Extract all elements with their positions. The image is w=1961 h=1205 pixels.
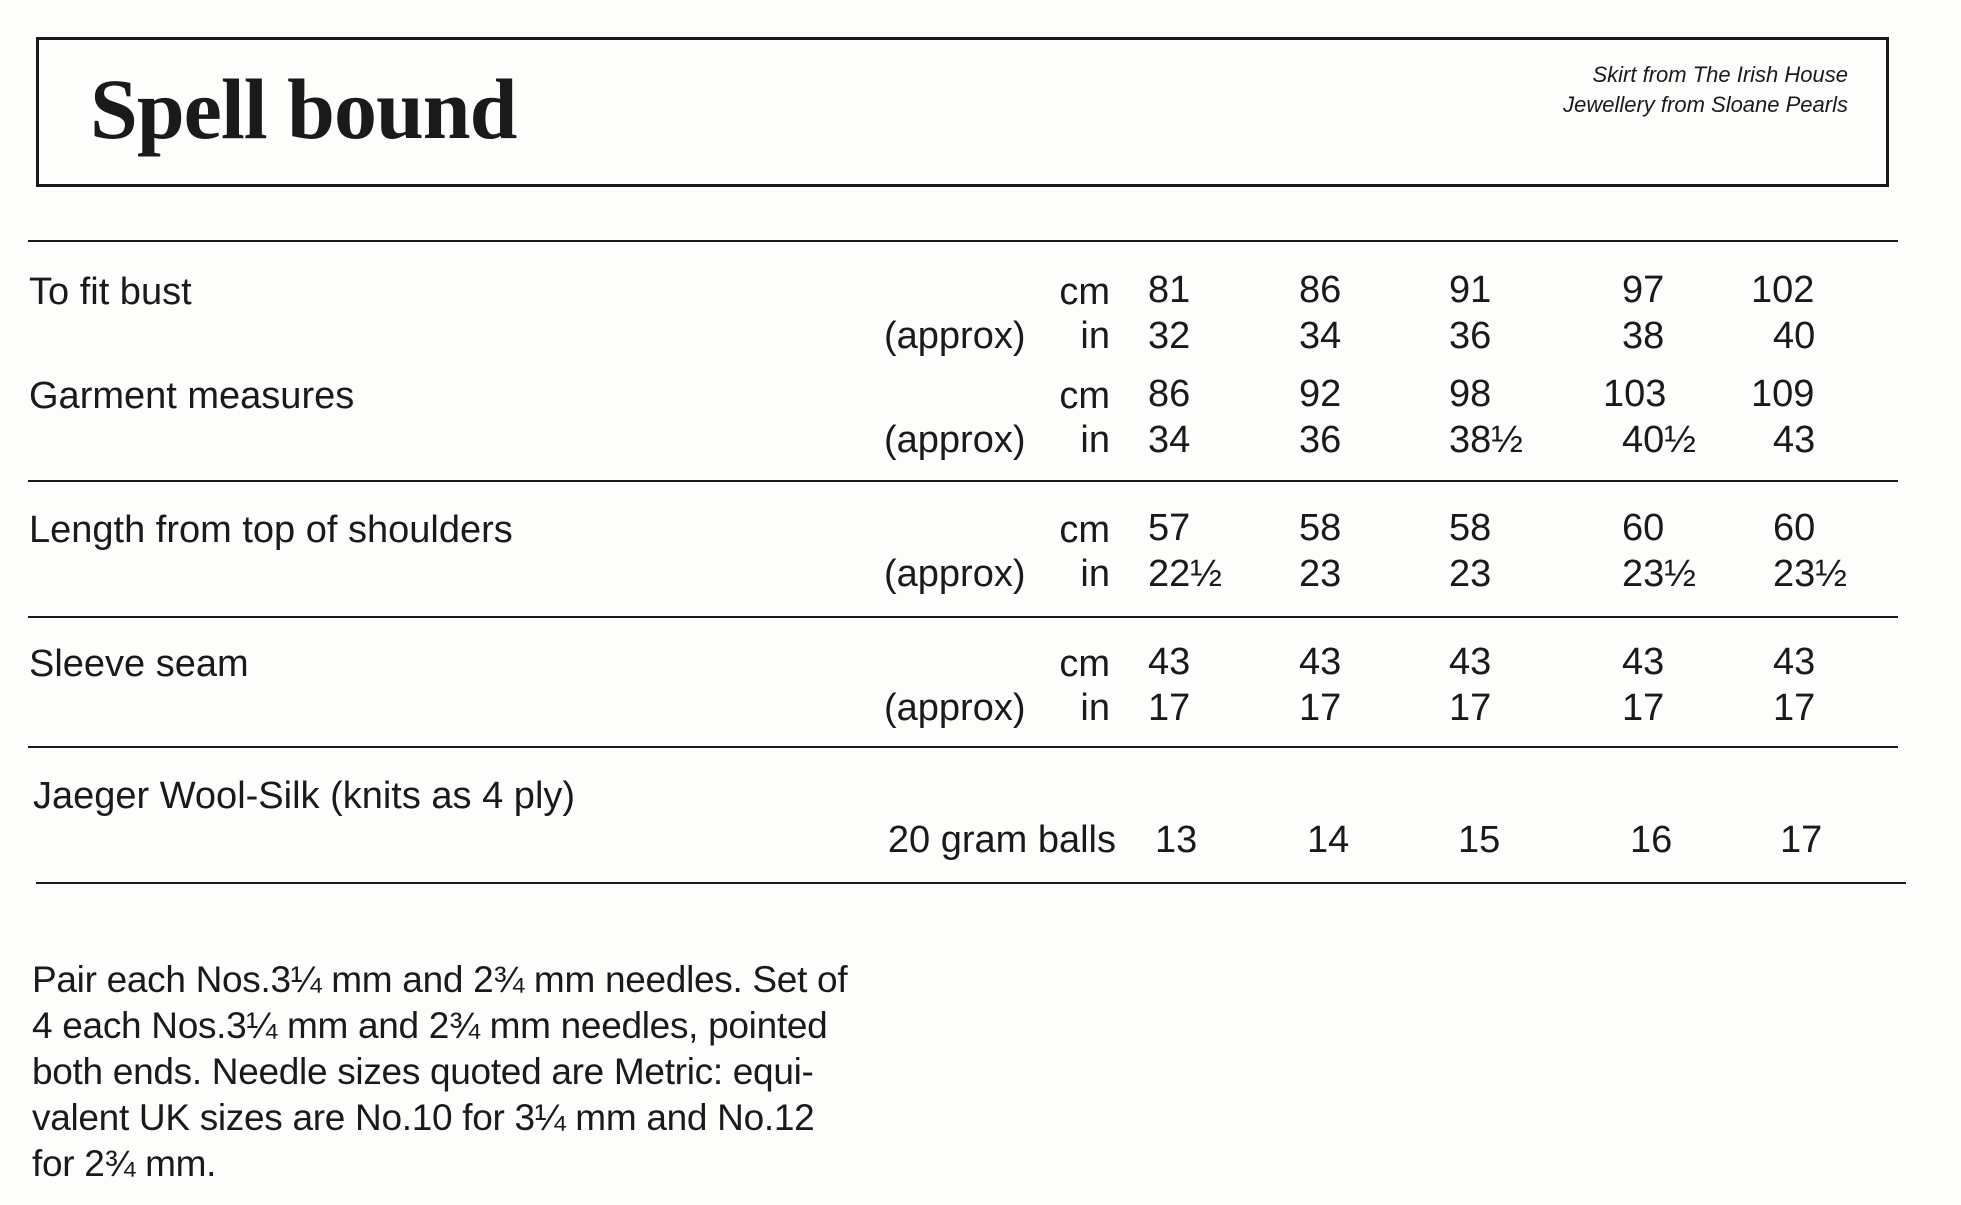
sleeve-cm-3: 43 [1449,641,1492,683]
sleeve-cm-2: 43 [1299,641,1342,683]
garment-cm-5: 109 [1751,373,1815,415]
credit-skirt: Skirt from The Irish House [1592,62,1848,87]
balls-2: 14 [1307,819,1350,861]
length-cm-4: 60 [1622,507,1665,549]
unit-cm: cm [1059,643,1110,685]
balls-label: 20 gram balls [887,819,1116,861]
garment-in-5: 43 [1773,419,1816,461]
credits [1563,60,1848,120]
unit-in: in [1080,419,1110,461]
bust-cm-1: 81 [1148,269,1191,311]
sleeve-cm-4: 43 [1622,641,1665,683]
needles-line: valent UK sizes are No.10 for 3¼ mm and No.12 [32,1097,815,1138]
unit-cm: cm [1059,509,1110,551]
garment-cm-4: 103 [1603,373,1667,415]
unit-in: in [1080,687,1110,729]
yarn-label: Jaeger Wool-Silk (knits as 4 ply) [33,775,576,817]
garment-in-1: 34 [1148,419,1191,461]
bust-cm-4: 97 [1622,269,1665,311]
row-label-bust: To fit bust [29,271,192,313]
divider [28,480,1898,482]
page-title: Spell bound [90,61,517,157]
bust-in-1: 32 [1148,315,1191,357]
bust-in-5: 40 [1773,315,1816,357]
divider-bottom [36,882,1906,884]
unit-in: in [1080,315,1110,357]
length-in-4: 23½ [1622,553,1696,595]
bust-cm-5: 102 [1751,269,1815,311]
length-cm-2: 58 [1299,507,1342,549]
sleeve-in-3: 17 [1449,687,1492,729]
length-in-2: 23 [1299,553,1342,595]
length-in-5: 23½ [1773,553,1847,595]
balls-3: 15 [1458,819,1501,861]
sleeve-cm-1: 43 [1148,641,1191,683]
balls-4: 16 [1630,819,1673,861]
bust-in-4: 38 [1622,315,1665,357]
approx-label: (approx) [884,315,1026,357]
sleeve-in-1: 17 [1148,687,1191,729]
unit-cm: cm [1059,375,1110,417]
sleeve-in-5: 17 [1773,687,1816,729]
row-label-sleeve: Sleeve seam [29,643,249,685]
length-in-3: 23 [1449,553,1492,595]
needles-line: both ends. Needle sizes quoted are Metric: equi- [32,1051,814,1092]
garment-cm-3: 98 [1449,373,1492,415]
garment-cm-2: 92 [1299,373,1342,415]
length-cm-3: 58 [1449,507,1492,549]
row-label-garment: Garment measures [29,375,355,417]
approx-label: (approx) [884,687,1026,729]
approx-label: (approx) [884,553,1026,595]
garment-cm-1: 86 [1148,373,1191,415]
bust-cm-2: 86 [1299,269,1342,311]
approx-label: (approx) [884,419,1026,461]
garment-in-4: 40½ [1622,419,1696,461]
row-label-length: Length from top of shoulders [29,509,513,551]
balls-5: 17 [1780,819,1823,861]
length-cm-1: 57 [1148,507,1191,549]
needles-line: 4 each Nos.3¼ mm and 2¾ mm needles, pointed [32,1005,828,1046]
sleeve-in-2: 17 [1299,687,1342,729]
sleeve-cm-5: 43 [1773,641,1816,683]
garment-in-3: 38½ [1449,419,1523,461]
sleeve-in-4: 17 [1622,687,1665,729]
divider [28,746,1898,748]
credit-jewellery: Jewellery from Sloane Pearls [1563,92,1848,117]
bust-in-3: 36 [1449,315,1492,357]
needles-line: for 2¾ mm. [32,1143,217,1184]
title-box [36,37,1889,187]
garment-in-2: 36 [1299,419,1342,461]
length-in-1: 22½ [1148,553,1222,595]
needles-notes [32,957,932,1187]
needles-line: Pair each Nos.3¼ mm and 2¾ mm needles. Set of [32,959,848,1000]
divider-top [28,240,1898,242]
bust-in-2: 34 [1299,315,1342,357]
balls-1: 13 [1155,819,1198,861]
length-cm-5: 60 [1773,507,1816,549]
unit-in: in [1080,553,1110,595]
divider [28,616,1898,618]
bust-cm-3: 91 [1449,269,1492,311]
unit-cm: cm [1059,271,1110,313]
